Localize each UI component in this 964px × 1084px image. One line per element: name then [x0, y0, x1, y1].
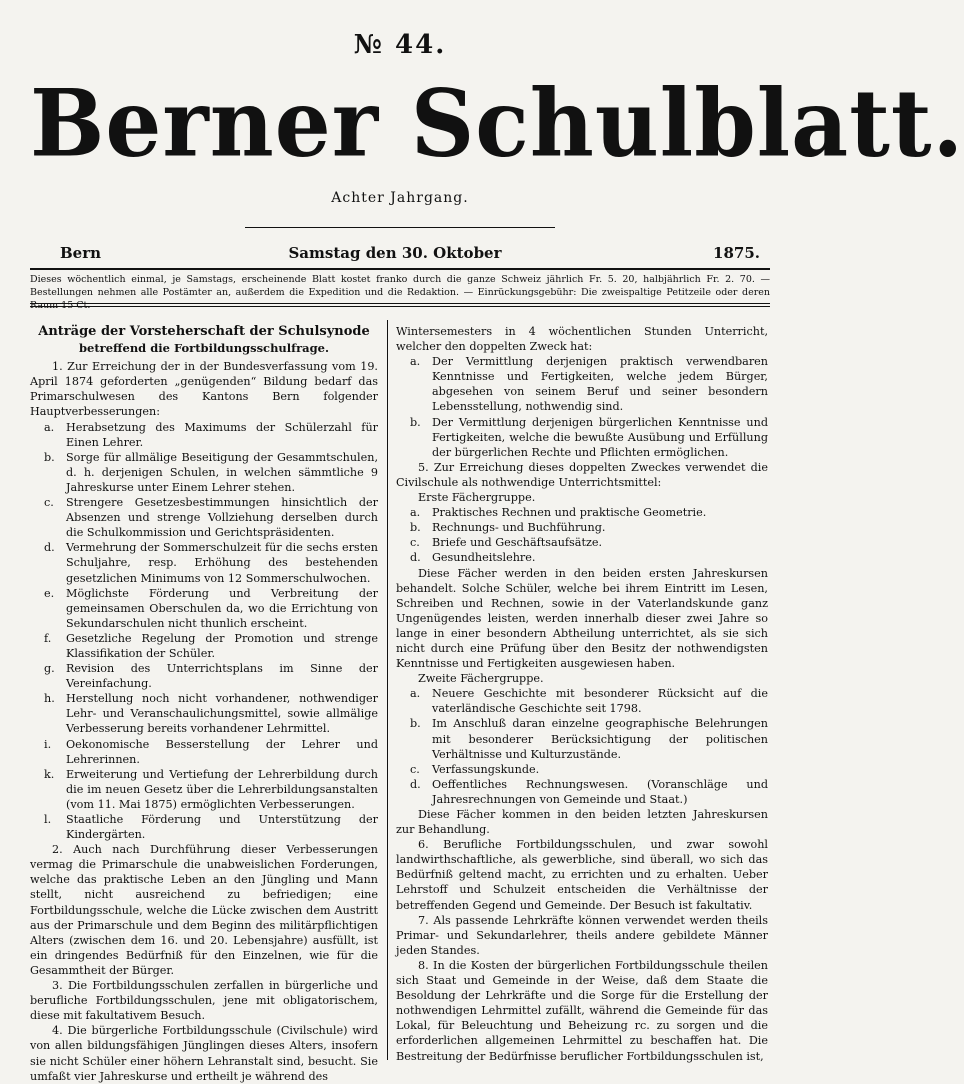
dateline-date: Samstag den 30. Oktober: [288, 244, 502, 262]
paragraph: 8. In die Kosten der bürgerlichen Fortbildungsschule theilen sich Staat und Gemeinde in der Weise, daß dem Staate die Besoldung der Lehrkräfte und die Sorge für die Erstellung der nothwendigen Lehrmittel zufällt, während die Gemeinde für das Lokal, für Beleuchtung und Beheizung rc. zu sorgen und die erforderlichen allgemeinen Lehrmittel zu beschaffen hat. Die Bestreitung der Bedürfnisse beruflicher Fortbildungsschulen ist,: [396, 958, 768, 1063]
list-item: [30, 631, 378, 661]
divider: [30, 268, 770, 270]
list-item-marker: b.: [410, 521, 421, 535]
list-item: [396, 716, 768, 761]
list-item-marker: c.: [410, 762, 420, 776]
list-item-text: Revision des Unterrichtsplans im Sinne der Vereinfachung.: [66, 662, 378, 691]
list-item-marker: k.: [44, 767, 55, 781]
list: [30, 420, 378, 843]
list-item-marker: d.: [44, 541, 55, 555]
list-item-text: Briefe und Geschäftsaufsätze.: [432, 536, 603, 550]
list-item-text: Möglichste Förderung und Verbreitung der gemeinsamen Oberschulen da, wo die Errichtung von Sekundarschulen nicht thunlich erscheint.: [66, 586, 378, 630]
list-item-text: Erweiterung und Vertiefung der Lehrerbildung durch die im neuen Gesetz über die Lehrerbildungsanstalten (vom 11. Mai 1875) ermöglichten Verbesserungen.: [66, 767, 378, 811]
list-item-marker: c.: [44, 496, 54, 510]
list-item-text: Im Anschluß daran einzelne geographische Belehrungen mit besonderer Berücksichtigung der politischen Verhältnisse und Kulturzustände.: [432, 717, 768, 761]
list-item: [396, 415, 768, 460]
list-item-text: Herstellung noch nicht vorhandener, nothwendiger Lehr- und Veranschaulichungsmittel, sowie allmälige Verbesserung bereits vorhandener Lehrmittel.: [66, 692, 378, 736]
list-item-marker: d.: [410, 777, 421, 791]
list-item-marker: e.: [44, 586, 55, 600]
list-item-text: Der Vermittlung derjenigen praktisch verwendbaren Kenntnisse und Fertigkeiten, welche jedem Bürger, abgesehen von seinem Beruf und seiner besondern Lebensstellung, nothwendig sind.: [432, 355, 768, 414]
list-item: [30, 737, 378, 767]
list-item: [396, 505, 768, 520]
dateline-place: Bern: [60, 244, 102, 262]
list-item-marker: b.: [410, 717, 421, 731]
subscription-notice: Dieses wöchentlich einmal, je Samstags, erscheinende Blatt kostet franko durch die ganze Schweiz jährlich Fr. 5. 20, halbjährlich Fr. 2. 70. — Bestellungen nehmen alle Postämter an, außerdem die Expedition und die Redaktion. — Einrückungsgebühr: Die zweispaltige Petitzeile oder deren Raum 15 Ct.: [30, 274, 770, 311]
masthead-title: Berner Schulblatt.: [30, 68, 964, 178]
list-item: [396, 550, 768, 565]
paragraph: 2. Auch nach Durchführung dieser Verbesserungen vermag die Primarschule die unabweislichen Forderungen, welche das praktische Leben an den Jüngling und Mann stellt, nicht ausreichend zu befriedigen; eine Fortbildungsschule, welche die Lücke zwischen dem Austritt aus der Primarschule und dem Beginn des militärpflichtigen Alters (zwischen dem 16. und 20. Lebensjahre) ausfüllt, ist ein dringendes Bedürfniß für den Einzelnen, wie für die Gesammtheit der Bürger.: [30, 843, 378, 977]
list-item-text: Rechnungs- und Buchführung.: [432, 521, 606, 535]
paragraph: 7. Als passende Lehrkräfte können verwendet werden theils Primar- und Sekundarlehrer, theils andere gebildete Männer jeden Standes.: [396, 913, 768, 957]
list-item: [396, 535, 768, 550]
list-item: [396, 777, 768, 807]
volume-line: Achter Jahrgang.: [331, 190, 469, 206]
paragraph: 1. Zur Erreichung der in der Bundesverfassung vom 19. April 1874 geforderten „genügenden“ Bildung bedarf das Primarschulwesen des Kantons Bern folgender Hauptverbesserungen:: [30, 360, 378, 419]
list-item-marker: h.: [44, 692, 55, 706]
list-item-text: Staatliche Förderung und Unterstützung der Kindergärten.: [66, 813, 378, 842]
list: [396, 354, 768, 460]
list-item-marker: i.: [44, 737, 52, 751]
list: [396, 505, 768, 565]
list-item: [30, 540, 378, 585]
list-item-text: Sorge für allmälige Beseitigung der Gesammtschulen, d. h. derjenigen Schulen, in welchen sämmtliche 9 Jahreskurse unter Einem Lehrer stehen.: [66, 450, 378, 494]
list-item: [30, 812, 378, 842]
paragraph: 6. Berufliche Fortbildungsschulen, und zwar sowohl landwirthschaftliche, als gewerbliche, sind überall, wo sich das Bedürfniß geltend macht, zu errichten und zu erhalten. Ueber Lehrstoff und Schulzeit entscheiden die Verhältnisse der betreffenden Gegend und Gemeinde. Der Besuch ist fakultativ.: [396, 838, 768, 912]
list-item-text: Oekonomische Besserstellung der Lehrer und Lehrerinnen.: [66, 737, 378, 766]
issue-number: № 44.: [353, 30, 447, 60]
list-item-marker: a.: [410, 506, 421, 520]
divider: [30, 306, 770, 307]
list-item-text: Gesundheitslehre.: [432, 551, 536, 565]
list-item-text: Strengere Gesetzesbestimmungen hinsichtlich der Absenzen und strenge Vollziehung derselben durch die Schulkommission und Gerichtspräsidenten.: [66, 496, 378, 540]
list-item-text: Vermehrung der Sommerschulzeit für die sechs ersten Schuljahre, resp. Erhöhung des bestehenden gesetzlichen Minimums von 12 Sommerschulwochen.: [66, 541, 378, 585]
list-item: [30, 586, 378, 631]
list-item-marker: b.: [410, 415, 421, 429]
list-item: [30, 767, 378, 812]
list-item-text: Neuere Geschichte mit besonderer Rücksicht auf die vaterländische Geschichte seit 1798.: [432, 687, 768, 716]
list-item: [30, 691, 378, 736]
list-item-text: Oeffentliches Rechnungswesen. (Voranschläge und Jahresrechnungen von Gemeinde und Staat.): [432, 777, 768, 806]
list-item-text: Verfassungskunde.: [432, 762, 540, 776]
list-item-marker: f.: [44, 631, 52, 645]
list-item-text: Gesetzliche Regelung der Promotion und strenge Klassifikation der Schüler.: [66, 631, 378, 660]
list-item-text: Herabsetzung des Maximums der Schülerzahl für Einen Lehrer.: [66, 420, 378, 449]
list-item: [396, 762, 768, 777]
divider: [245, 227, 555, 228]
list-item: [30, 420, 378, 450]
list-item: [30, 661, 378, 691]
left-column: [30, 324, 378, 1084]
list-item-text: Der Vermittlung derjenigen bürgerlichen Kenntnisse und Fertigkeiten, welche die bewußte Ausübung und Erfüllung der bürgerlichen Rechte und Pflichten ermöglichen.: [432, 415, 768, 459]
list-item-marker: c.: [410, 536, 420, 550]
column-divider: [387, 320, 388, 1060]
list-item-marker: a.: [44, 420, 55, 434]
list-item: [396, 686, 768, 716]
right-column: [396, 324, 768, 1064]
list-item: [30, 450, 378, 495]
list-item-marker: d.: [410, 551, 421, 565]
list-item-text: Praktisches Rechnen und praktische Geometrie.: [432, 506, 707, 520]
article-heading: Anträge der Vorsteherschaft der Schulsynode: [38, 324, 370, 339]
list-item: [30, 495, 378, 540]
list-item-marker: b.: [44, 450, 55, 464]
paragraph: 4. Die bürgerliche Fortbildungsschule (Civilschule) wird von allen bildungsfähigen Jünglingen dieses Alters, insofern sie nicht Schüler einer höhern Lehranstalt sind, besucht. Sie umfaßt vier Jahreskurse und ertheilt je während des: [30, 1024, 378, 1083]
list: [396, 686, 768, 807]
list-item-marker: a.: [410, 355, 421, 369]
list-item: [396, 520, 768, 535]
list-item-marker: g.: [44, 662, 55, 676]
list-item-marker: a.: [410, 687, 421, 701]
paragraph: Diese Fächer kommen in den beiden letzten Jahreskursen zur Behandlung.: [396, 808, 768, 837]
list-item: [396, 354, 768, 414]
list-item-marker: l.: [44, 813, 52, 826]
dateline-year: 1875.: [713, 244, 760, 262]
paragraph: Diese Fächer werden in den beiden ersten Jahreskursen behandelt. Solche Schüler, welche bei ihrem Eintritt im Lesen, Schreiben und Rechnen, sowie in der Vaterlandskunde ganz Ungenügendes leisten, werden innerhalb dieser zwei Jahre so lange in einer besondern Abtheilung unterrichtet, als sie sich nicht durch eine Prüfung über den Besitz der nothwendigsten Kenntnisse und Fertigkeiten ausgewiesen haben.: [396, 566, 768, 671]
paragraph: Wintersemesters in 4 wöchentlichen Stunden Unterricht, welcher den doppelten Zweck hat:: [396, 325, 768, 354]
article-subheading: betreffend die Fortbildungsschulfrage.: [79, 341, 329, 356]
group-label: Zweite Fächergruppe.: [418, 672, 544, 686]
paragraph: 5. Zur Erreichung dieses doppelten Zweckes verwendet die Civilschule als nothwendige Unterrichtsmittel:: [396, 460, 768, 489]
group-label: Erste Fächergruppe.: [418, 491, 536, 505]
paragraph: 3. Die Fortbildungsschulen zerfallen in bürgerliche und berufliche Fortbildungsschulen, jene mit obligatorischem, diese mit fakultativem Besuch.: [30, 979, 378, 1023]
divider: [30, 303, 770, 304]
